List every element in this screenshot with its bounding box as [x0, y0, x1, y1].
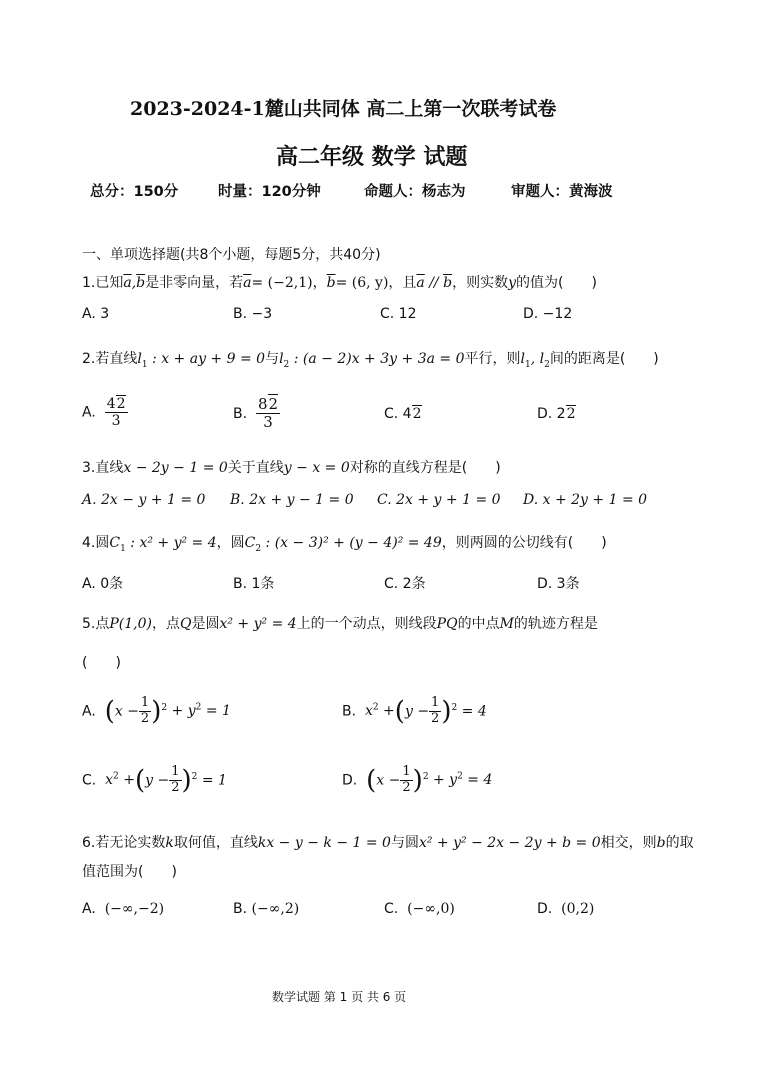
q2-option-d[interactable]: D. 22 [537, 406, 576, 422]
q1-option-a[interactable]: A. 3 [82, 306, 110, 322]
meta-total: 总分：150分 [90, 184, 179, 200]
q1-option-b[interactable]: B. −3 [233, 306, 273, 322]
q6-option-d[interactable]: D. (0,2) [537, 901, 595, 917]
exam-title: 2023-2024-1麓山共同体 高二上第一次联考试卷 [130, 98, 557, 120]
q3-option-c[interactable]: C. 2x + y + 1 = 0 [377, 492, 501, 508]
page-footer: 数学试题 第 1 页 共 6 页 [272, 990, 407, 1004]
question-1: 1.已知$\overline{a},\overline{b}$是非零向量，若$\overline{a}= (-2,1)$，$\overline{b}= (6$, y)，且$\overline{a} // \overline{b}$，则实数y的值为( ) [82, 275, 597, 291]
question-5: 5.点P(1,0)，点Q是圆x² + y² = 4上的一个动点，则线段PQ的中点M的轨迹方程是 [82, 616, 598, 632]
q6-option-a[interactable]: A. (−∞,−2) [82, 901, 165, 917]
meta-reviewer: 审题人：黄海波 [511, 184, 613, 200]
q4-option-b[interactable]: B. 1条 [233, 576, 275, 592]
q5-option-c[interactable]: C. $x^2 +(y$ − $\frac{1}{2}$ )$^2$ = 1 [82, 764, 227, 796]
q2-option-c[interactable]: C. 42 [384, 406, 422, 422]
question-3: 3.直线x − 2y − 1 = 0关于直线y − x = 0对称的直线方程是( ) [82, 460, 501, 476]
q6-option-b[interactable]: B. (−∞,2) [233, 901, 300, 917]
meta-author: 命题人：杨志为 [364, 184, 466, 200]
q5-answer-blank: ( ) [82, 655, 121, 671]
section-heading: 一、单项选择题(共8个小题，每题5分，共40分) [82, 247, 381, 263]
question-4: 4.圆$C_1$ : x² + y² = 4，圆$C_2$ : (x − 3)² + (y − 4)² = 49，则两圆的公切线有( ) [82, 535, 607, 554]
meta-time: 时量：120分钟 [218, 184, 321, 200]
q3-option-a[interactable]: A. 2x − y + 1 = 0 [82, 492, 206, 508]
exam-subtitle: 高二年级 数学 试题 [276, 144, 468, 170]
q5-option-b[interactable]: B. $x^2 +(y$ − $\frac{1}{2}$ )$^2$ = 4 [342, 695, 487, 727]
q2-option-a[interactable]: A. $\frac{42}{3}$ [82, 396, 126, 430]
question-2: 2.若直线$l_1$ : x + ay + 9 = 0与$l_2$ : (a − 2)x + 3y + 3a = 0平行，则$l_1$, $l_2$间的距离是( ) [82, 351, 659, 370]
q5-option-d[interactable]: D. (x − $\frac{1}{2}$ )$^2 + y^2 = 4$ [342, 764, 493, 796]
q5-option-a[interactable]: A. (x − $\frac{1}{2}$ )$^2 + y^2 = 1$ [82, 695, 231, 727]
question-6: 6.若无论实数k取何值，直线kx − y − k − 1 = 0与圆x² + y² − 2x − 2y + b = 0相交，则b的取 [82, 835, 694, 851]
q4-option-d[interactable]: D. 3条 [537, 576, 580, 592]
q3-option-b[interactable]: B. 2x + y − 1 = 0 [230, 492, 354, 508]
q1-option-c[interactable]: C. 12 [380, 306, 417, 322]
q1-option-d[interactable]: D. −12 [523, 306, 573, 322]
q6-option-c[interactable]: C. (−∞,0) [384, 901, 455, 917]
q4-option-c[interactable]: C. 2条 [384, 576, 426, 592]
question-6-line2: 值范围为( ) [82, 864, 177, 880]
q3-option-d[interactable]: D. x + 2y + 1 = 0 [523, 492, 648, 508]
q2-option-b[interactable]: B. $\frac{82}{3}$ [233, 395, 279, 432]
q4-option-a[interactable]: A. 0条 [82, 576, 124, 592]
